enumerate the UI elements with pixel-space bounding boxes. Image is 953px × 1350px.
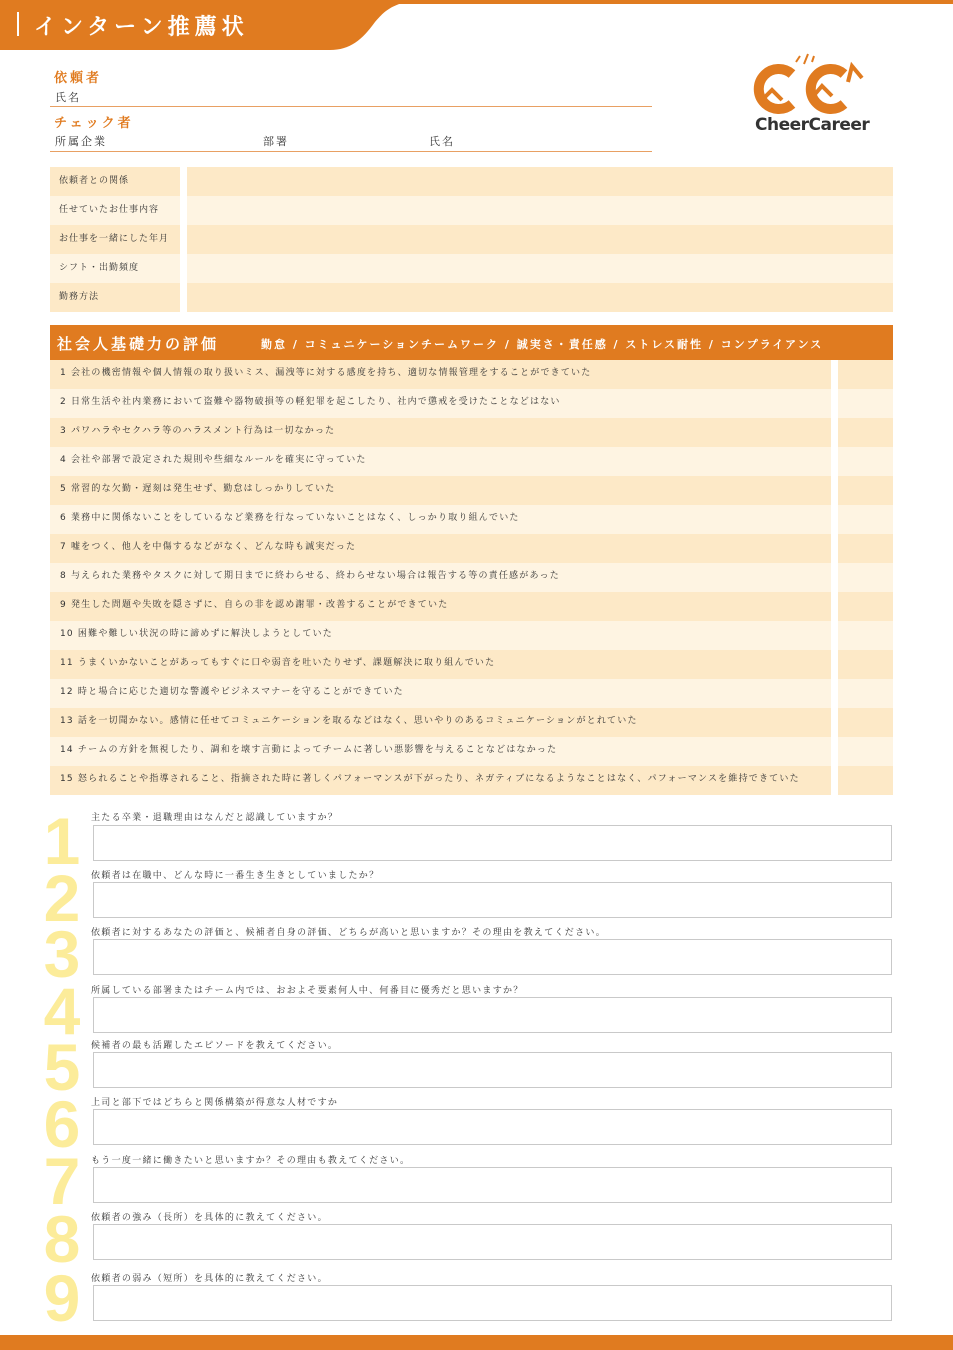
- question-text: 依頼者は在職中、どんな時に一番生き生きとしていましたか？: [91, 871, 380, 881]
- info-value-field[interactable]: [187, 167, 893, 196]
- evaluation-item: 2 日常生活や社内業務において盗難や器物破損等の軽犯罪を起こしたり、社内で懲戒を受けたことなどはない: [50, 389, 831, 418]
- answer-box[interactable]: [93, 997, 892, 1033]
- evaluation-score-field[interactable]: [838, 360, 893, 389]
- evaluation-item: 3 パワハラやセクハラ等のハラスメント行為は一切なかった: [50, 418, 831, 447]
- checker-name-label: 氏名: [429, 135, 455, 148]
- answer-box[interactable]: [93, 1052, 892, 1088]
- info-table: [50, 167, 893, 312]
- checker-line[interactable]: [50, 151, 652, 152]
- evaluation-score-field[interactable]: [838, 418, 893, 447]
- question-text: 所属している部署またはチーム内では、おおよそ要素何人中、何番目に優秀だと思いますか？: [91, 986, 524, 996]
- evaluation-row: [50, 447, 893, 476]
- info-label: 勤務方法: [50, 283, 180, 312]
- evaluation-score-field[interactable]: [838, 737, 893, 766]
- evaluation-score-field[interactable]: [838, 389, 893, 418]
- evaluation-row: [50, 737, 893, 766]
- answer-box[interactable]: [93, 1224, 892, 1260]
- evaluation-item: 14 チームの方針を無視したり、調和を壊す言動によってチームに著しい悪影響を与えることなどはなかった: [50, 737, 831, 766]
- evaluation-row: [50, 476, 893, 505]
- evaluation-score-field[interactable]: [838, 766, 893, 795]
- evaluation-row: [50, 418, 893, 447]
- evaluation-subtitle: 勤怠 / コミュニケーションチームワーク / 誠実さ・責任感 / ストレス耐性 / コンプライアンス: [261, 338, 824, 351]
- info-row: [50, 254, 893, 283]
- question-text: 主たる卒業・退職理由はなんだと認識していますか？: [91, 813, 339, 823]
- evaluation-row: [50, 505, 893, 534]
- question-text: 依頼者の強み（長所）を具体的に教えてください。: [91, 1213, 328, 1223]
- question-number: 1: [43, 804, 81, 878]
- answer-box[interactable]: [93, 825, 892, 861]
- evaluation-row: [50, 534, 893, 563]
- info-row: [50, 283, 893, 312]
- question-number: 5: [43, 1030, 81, 1104]
- evaluation-row: [50, 621, 893, 650]
- info-label: 任せていたお仕事内容: [50, 196, 180, 225]
- evaluation-list: [50, 360, 893, 795]
- evaluation-item: 12 時と場合に応じた適切な警護やビジネスマナーを守ることができていた: [50, 679, 831, 708]
- info-value-field[interactable]: [187, 254, 893, 283]
- info-label: シフト・出勤頻度: [50, 254, 180, 283]
- evaluation-title: 社会人基礎力の評価: [57, 335, 220, 353]
- evaluation-item: 15 怒られることや指導されること、指摘された時に著しくパフォーマンスが下がったり、ネガティブになるようなことはなく、パフォーマンスを維持できていた: [50, 766, 831, 795]
- info-row: [50, 225, 893, 254]
- answer-box[interactable]: [93, 1285, 892, 1321]
- evaluation-row: [50, 360, 893, 389]
- info-row: [50, 167, 893, 196]
- evaluation-item: 10 困難や難しい状況の時に諦めずに解決しようとしていた: [50, 621, 831, 650]
- evaluation-item: 7 嘘をつく、他人を中傷するなどがなく、どんな時も誠実だった: [50, 534, 831, 563]
- info-value-field[interactable]: [187, 196, 893, 225]
- evaluation-score-field[interactable]: [838, 534, 893, 563]
- evaluation-row: [50, 679, 893, 708]
- info-label: 依頼者との関係: [50, 167, 180, 196]
- evaluation-item: 8 与えられた業務やタスクに対して期日までに終わらせる、終わらせない場合は報告する等の責任感があった: [50, 563, 831, 592]
- evaluation-score-field[interactable]: [838, 563, 893, 592]
- checker-label: チェック者: [54, 116, 134, 131]
- answer-box[interactable]: [93, 882, 892, 918]
- evaluation-score-field[interactable]: [838, 592, 893, 621]
- info-value-field[interactable]: [187, 283, 893, 312]
- question-number: 6: [43, 1087, 81, 1161]
- evaluation-score-field[interactable]: [838, 505, 893, 534]
- evaluation-score-field[interactable]: [838, 679, 893, 708]
- evaluation-item: 13 話を一切聞かない。感情に任せてコミュニケーションを取るなどはなく、思いやりのあるコミュニケーションがとれていた: [50, 708, 831, 737]
- evaluation-row: [50, 563, 893, 592]
- requester-name-label: 氏名: [55, 91, 81, 104]
- checker-department-label: 部署: [263, 135, 289, 148]
- question-text: 候補者の最も活躍したエピソードを教えてください。: [91, 1041, 339, 1051]
- question-number: 4: [43, 974, 81, 1048]
- title-tab: [0, 0, 420, 50]
- evaluation-score-field[interactable]: [838, 447, 893, 476]
- evaluation-item: 6 業務中に関係ないことをしているなど業務を行なっていないことはなく、しっかり取り組んでいた: [50, 505, 831, 534]
- evaluation-score-field[interactable]: [838, 476, 893, 505]
- answer-box[interactable]: [93, 939, 892, 975]
- bottom-bar: [0, 1335, 953, 1350]
- question-text: 上司と部下ではどちらと関係構築が得意な人材ですか: [91, 1098, 339, 1108]
- question-text: もう一度一緒に働きたいと思いますか？その理由も教えてください。: [91, 1156, 411, 1166]
- question-number: 7: [43, 1144, 81, 1218]
- question-number: 9: [43, 1261, 81, 1335]
- evaluation-item: 9 発生した問題や失敗を隠さずに、自らの非を認め謝罪・改善することができていた: [50, 592, 831, 621]
- requester-name-line[interactable]: [50, 106, 652, 107]
- evaluation-item: 1 会社の機密情報や個人情報の取り扱いミス、漏洩等に対する感度を持ち、適切な情報管理をすることができていた: [50, 360, 831, 389]
- evaluation-score-field[interactable]: [838, 621, 893, 650]
- question-text: 依頼者に対するあなたの評価と、候補者自身の評価、どちらが高いと思いますか？その理由を教えてください。: [91, 928, 607, 938]
- evaluation-row: [50, 592, 893, 621]
- page-title: インターン推薦状: [34, 15, 249, 40]
- logo-text: CheerCareer: [755, 115, 870, 135]
- evaluation-header: [50, 325, 893, 360]
- title-bar-mark: [17, 12, 19, 36]
- info-label: お仕事を一緒にした年月: [50, 225, 180, 254]
- info-row: [50, 196, 893, 225]
- requester-label: 依頼者: [54, 71, 103, 86]
- question-number: 3: [43, 917, 81, 991]
- question-number: 2: [43, 861, 81, 935]
- evaluation-row: [50, 650, 893, 679]
- evaluation-row: [50, 766, 893, 795]
- evaluation-row: [50, 389, 893, 418]
- evaluation-item: 11 うまくいかないことがあってもすぐに口や弱音を吐いたりせず、課題解決に取り組んでいた: [50, 650, 831, 679]
- question-number: 8: [43, 1202, 81, 1276]
- checker-company-label: 所属企業: [55, 135, 107, 148]
- evaluation-item: 5 常習的な欠勤・遅刻は発生せず、勤怠はしっかりしていた: [50, 476, 831, 505]
- evaluation-score-field[interactable]: [838, 708, 893, 737]
- question-text: 依頼者の弱み（短所）を具体的に教えてください。: [91, 1274, 328, 1284]
- evaluation-score-field[interactable]: [838, 650, 893, 679]
- answer-box[interactable]: [93, 1167, 892, 1203]
- evaluation-row: [50, 708, 893, 737]
- answer-box[interactable]: [93, 1109, 892, 1145]
- info-value-field[interactable]: [187, 225, 893, 254]
- evaluation-item: 4 会社や部署で設定された規則や些細なルールを確実に守っていた: [50, 447, 831, 476]
